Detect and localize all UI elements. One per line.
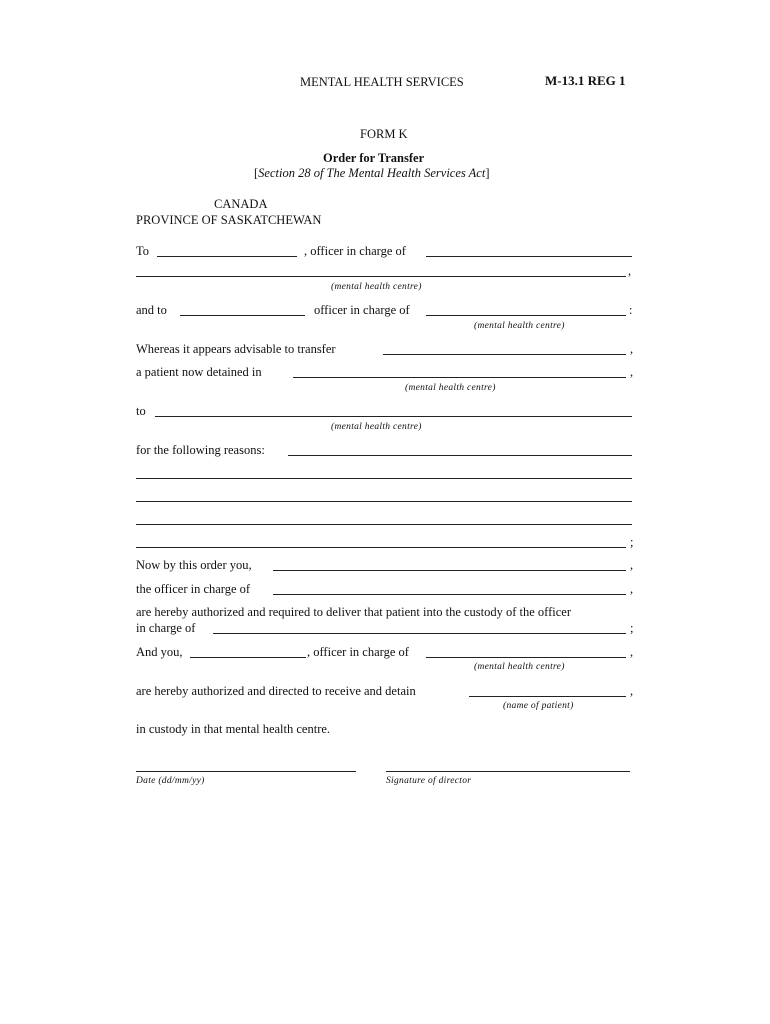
- whereas-text: Whereas it appears advisable to transfer: [136, 342, 336, 356]
- semicolon: ;: [630, 621, 634, 635]
- now-by-text: Now by this order you,: [136, 558, 252, 572]
- caption-mental-health-centre: (mental health centre): [405, 383, 496, 393]
- semicolon: ;: [630, 535, 634, 549]
- reasons-field-1[interactable]: [288, 455, 632, 456]
- mental-health-centre-field-2[interactable]: [426, 315, 626, 316]
- and-you-text: And you,: [136, 645, 183, 659]
- section-reference: [Section 28 of The Mental Health Services Act]: [254, 166, 490, 180]
- officer-in-charge-text-3: , officer in charge of: [307, 645, 409, 659]
- date-field[interactable]: [136, 771, 356, 772]
- signature-caption: Signature of director: [386, 776, 472, 786]
- officer-name-field-2[interactable]: [180, 315, 305, 316]
- comma: ,: [630, 342, 634, 356]
- comma: ,: [630, 645, 634, 659]
- officer-name-field-1[interactable]: [157, 256, 297, 257]
- caption-mental-health-centre: (mental health centre): [331, 422, 422, 432]
- current-centre-field[interactable]: [273, 594, 626, 595]
- to-label: To: [136, 244, 150, 258]
- comma: ,: [628, 264, 632, 278]
- caption-name-of-patient: (name of patient): [503, 701, 574, 711]
- jurisdiction-province: PROVINCE OF SASKATCHEWAN: [136, 213, 322, 227]
- receiving-officer-field[interactable]: [190, 657, 306, 658]
- comma: ,: [630, 582, 634, 596]
- form-label: FORM K: [360, 127, 408, 141]
- reasons-field-5[interactable]: [136, 547, 626, 548]
- officer-in-charge-text-1: , officer in charge of: [304, 244, 406, 258]
- destination-centre-field[interactable]: [155, 416, 632, 417]
- caption-mental-health-centre: (mental health centre): [474, 662, 565, 672]
- detained-centre-field[interactable]: [293, 377, 626, 378]
- patient-name-field[interactable]: [469, 696, 626, 697]
- mental-health-centre-field-1[interactable]: [426, 256, 632, 257]
- reasons-field-4[interactable]: [136, 524, 632, 525]
- jurisdiction-country: CANADA: [214, 197, 268, 211]
- patient-transfer-field[interactable]: [383, 354, 626, 355]
- colon: :: [629, 303, 633, 317]
- mental-health-centre-field-3[interactable]: [426, 657, 626, 658]
- to-label-2: to: [136, 404, 146, 418]
- detained-text: a patient now detained in: [136, 365, 262, 379]
- signature-field[interactable]: [386, 771, 630, 772]
- regulation-reference: M-13.1 REG 1: [545, 73, 626, 88]
- comma: ,: [630, 558, 634, 572]
- reasons-field-3[interactable]: [136, 501, 632, 502]
- mental-health-centre-field-1-continued[interactable]: [136, 276, 626, 277]
- custody-text: in custody in that mental health centre.: [136, 722, 331, 736]
- comma: ,: [630, 684, 634, 698]
- authorized-text: are hereby authorized and required to deliver that patient into the custody of the officer: [136, 605, 572, 619]
- reasons-label: for the following reasons:: [136, 443, 265, 457]
- and-to-label: and to: [136, 303, 167, 317]
- officer-name-field-3[interactable]: [273, 570, 626, 571]
- caption-mental-health-centre: (mental health centre): [331, 282, 422, 292]
- reasons-field-2[interactable]: [136, 478, 632, 479]
- comma: ,: [630, 365, 634, 379]
- receiving-centre-field[interactable]: [213, 633, 626, 634]
- form-title: Order for Transfer: [323, 151, 425, 165]
- directed-text: are hereby authorized and directed to receive and detain: [136, 684, 416, 698]
- date-caption: Date (dd/mm/yy): [136, 776, 205, 786]
- in-charge-of-text: in charge of: [136, 621, 196, 635]
- officer-in-charge-text-2: officer in charge of: [314, 303, 410, 317]
- officer-in-charge-label: the officer in charge of: [136, 582, 251, 596]
- running-header: MENTAL HEALTH SERVICES: [300, 75, 464, 89]
- caption-mental-health-centre: (mental health centre): [474, 321, 565, 331]
